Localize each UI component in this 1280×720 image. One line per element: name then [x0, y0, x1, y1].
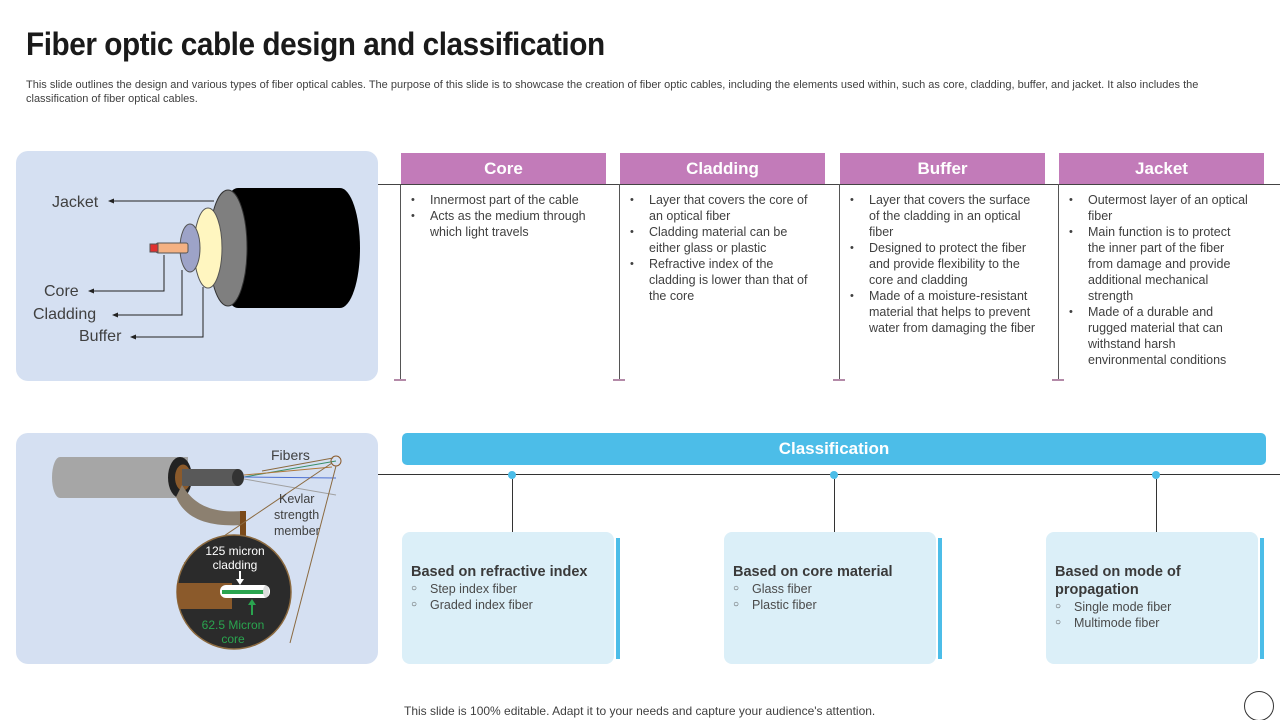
column-foot-tick [394, 379, 406, 381]
core-625-label-1: 62.5 Micron [201, 618, 265, 632]
list-item: • Made of a moisture-resistant material that helps to prevent water from damaging the fiber [849, 288, 1039, 336]
card-accent-bar [616, 538, 620, 659]
classification-card-propagation [1046, 532, 1258, 664]
list-item: ○ Plastic fiber [733, 597, 927, 613]
list-item: • Made of a durable and rugged material that can withstand harsh environmental conditions [1068, 304, 1248, 368]
cladding-label: Cladding [33, 306, 97, 323]
core-625-label-2: core [221, 632, 245, 646]
connector-dot [830, 471, 838, 479]
card-list [1055, 599, 1249, 631]
jacket-points [1068, 192, 1248, 368]
list-item: • Acts as the medium through which light travels [410, 208, 605, 240]
list-item: • Layer that covers the core of an optical fiber [629, 192, 814, 224]
list-item: • Outermost layer of an optical fiber [1068, 192, 1248, 224]
cable-layers-illustration [16, 151, 378, 381]
connector-line [512, 479, 513, 532]
column-header-core: Core [401, 153, 606, 184]
list-item: ○ Graded index fiber [411, 597, 605, 613]
card-list [733, 581, 927, 613]
list-item: ○ Single mode fiber [1055, 599, 1249, 615]
column-header-cladding: Cladding [620, 153, 825, 184]
design-divider-line [378, 184, 1280, 185]
list-item: • Layer that covers the surface of the cladding in an optical fiber [849, 192, 1039, 240]
classification-card-core-material [724, 532, 936, 664]
slide-nav-circle[interactable] [1244, 691, 1274, 720]
list-item: ○ Glass fiber [733, 581, 927, 597]
cladding-125-label-2: cladding [212, 558, 258, 572]
connector-dot [508, 471, 516, 479]
list-item: • Innermost part of the cable [410, 192, 605, 208]
fibers-label: Fibers [271, 447, 310, 463]
list-item: • Designed to protect the fiber and provide flexibility to the core and cladding [849, 240, 1039, 288]
column-foot-tick [1052, 379, 1064, 381]
page-title: Fiber optic cable design and classification [26, 26, 605, 62]
fiber-cutaway-illustration [16, 433, 378, 664]
connector-line [834, 479, 835, 532]
kevlar-label-2: strength [274, 508, 320, 522]
kevlar-label-1: Kevlar [279, 492, 315, 506]
list-item: • Refractive index of the cladding is lower than that of the core [629, 256, 814, 304]
connector-line [1156, 479, 1157, 532]
column-divider [619, 184, 620, 380]
card-list [411, 581, 605, 613]
column-foot-tick [833, 379, 845, 381]
column-header-jacket: Jacket [1059, 153, 1264, 184]
list-item: • Main function is to protect the inner part of the fiber from damage and provide additional mechanical strength [1068, 224, 1248, 304]
column-foot-tick [613, 379, 625, 381]
cladding-125-label-1: 125 micron [205, 544, 265, 558]
list-item: • Cladding material can be either glass or plastic [629, 224, 814, 256]
buffer-points [849, 192, 1039, 336]
fiber-cutaway-diagram [16, 433, 378, 664]
list-item: ○ Multimode fiber [1055, 615, 1249, 631]
connector-dot [1152, 471, 1160, 479]
column-header-buffer: Buffer [840, 153, 1045, 184]
page-subtitle: This slide outlines the design and various types of fiber optical cables. The purpose of this slide is to showcase the creation of fiber optic cables, including the elements used within, such as core, cladding, buffer, and jacket. It also includes the classification of fiber optical cables. [26, 79, 1199, 105]
classification-card-refractive-index [402, 532, 614, 664]
card-title: Based on core material [733, 564, 893, 580]
column-divider [839, 184, 840, 380]
core-label: Core [44, 283, 79, 300]
footer-note: This slide is 100% editable. Adapt it to your needs and capture your audience's attention. [404, 704, 876, 718]
list-item: ○ Step index fiber [411, 581, 605, 597]
cable-layers-diagram [16, 151, 378, 381]
kevlar-label-3: member [274, 524, 320, 538]
card-title: Based on refractive index [411, 564, 588, 580]
cladding-points [629, 192, 814, 304]
card-accent-bar [938, 538, 942, 659]
core-points [410, 192, 605, 240]
buffer-label: Buffer [79, 328, 122, 345]
column-divider [1058, 184, 1059, 380]
card-accent-bar [1260, 538, 1264, 659]
classification-header: Classification [402, 433, 1266, 465]
jacket-label: Jacket [52, 194, 99, 211]
column-divider [400, 184, 401, 380]
card-title: Based on mode of propagation [1055, 564, 1181, 598]
